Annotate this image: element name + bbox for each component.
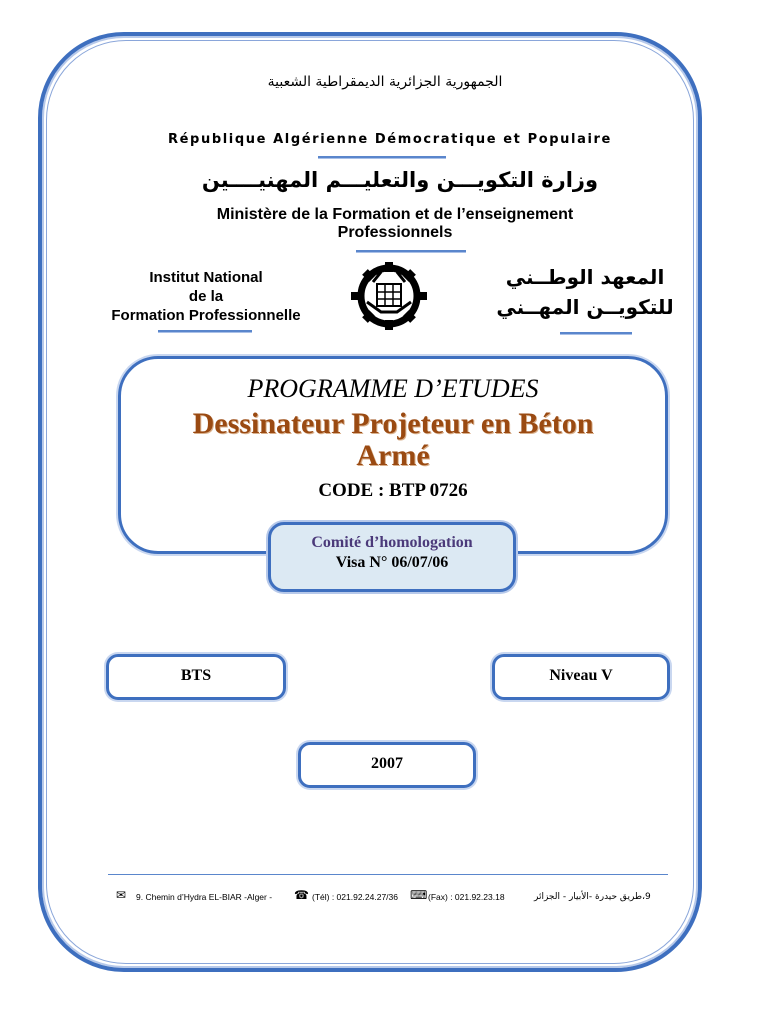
diploma-label: BTS [180,667,212,684]
diploma-box [106,654,286,700]
phone-icon: ☎ [294,888,309,902]
level-label: Niveau V [549,667,613,684]
divider [356,250,466,253]
footer-tel: (Tél) : 021.92.24.27/36 [312,892,399,902]
program-title [118,408,668,472]
institute-arabic-line2: للتكويــن المهــني [496,295,674,319]
footer-address: 9. Chemin d’Hydra EL-BIAR -Alger - [136,892,273,902]
program-title-line1: Dessinateur Projeteur en Béton [192,407,594,440]
institute-french-name [86,268,326,325]
year-box [298,742,476,788]
divider [560,332,632,335]
institute-line3: Formation Professionnelle [111,307,301,324]
homologation-visa: Visa N° 06/07/06 [335,554,449,571]
program-title-line2: Armé [356,439,430,472]
footer-fax: (Fax) : 021.92.23.18 [428,892,505,902]
program-code: CODE : BTP 0726 [318,480,468,501]
homologation-committee: Comité d’homologation [311,534,473,551]
fax-icon: ⌨ [410,888,428,902]
french-republic-title: République Algérienne Démocratique et Populaire [168,132,612,147]
arabic-republic-title: الجمهورية الجزائرية الديمقراطية الشعبية [267,74,503,90]
mail-icon: ✉ [116,888,127,902]
level-box [492,654,670,700]
program-heading: PROGRAMME D’ETUDES [247,374,539,403]
french-ministry-title [130,206,660,242]
institute-line1: Institut National [149,269,263,286]
footer-divider [108,874,668,875]
arabic-ministry-title: وزارة التكويـــن والتعليـــم المهنيــــين [201,168,599,192]
divider [318,156,446,159]
institute-arabic-name [490,262,680,322]
institute-line2: de la [188,288,224,305]
french-ministry-line1: Ministère de la Formation et de l’enseignement [216,206,574,223]
footer [112,888,672,908]
institute-arabic-line1: المعهد الوطــني [505,265,665,289]
footer-arabic-address: 9،طريق حيدرة -الأبيار - الجزائر [534,892,651,902]
french-ministry-line2: Professionnels [337,224,453,241]
year-label: 2007 [371,755,403,772]
divider [158,330,252,333]
gear-logo-icon [350,262,428,330]
